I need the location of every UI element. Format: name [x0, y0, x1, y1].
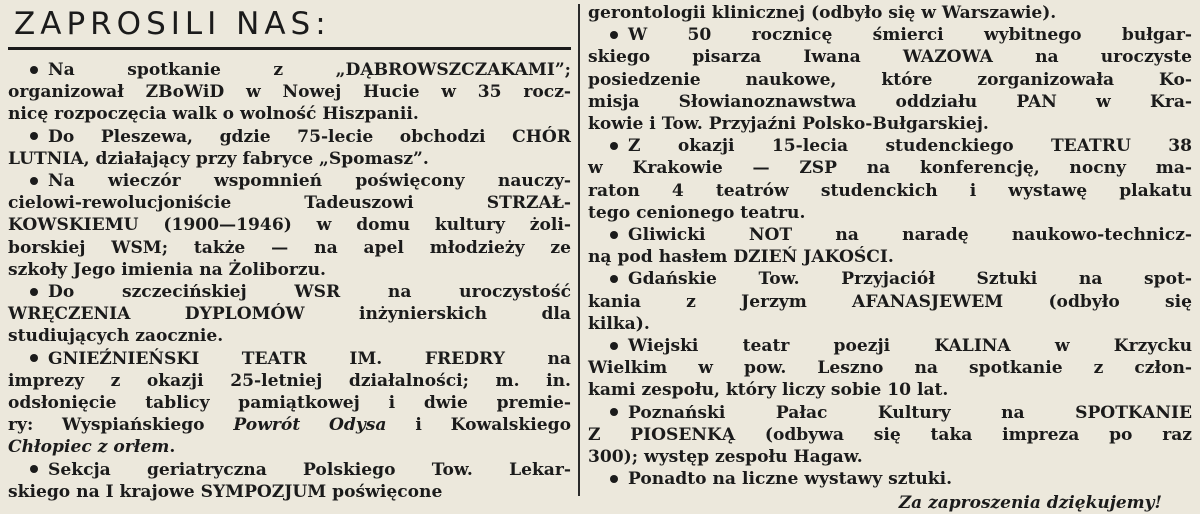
page-title: ZAPROSILI NAS: — [14, 6, 331, 42]
list-item — [8, 126, 571, 170]
text-line: odsłonięcie tablicy pamiątkowej i dwie premie- — [8, 393, 571, 414]
list-item — [588, 335, 1192, 402]
text-line: Poznański Pałac Kultury na SPOTKANIE — [588, 402, 1192, 424]
list-item — [588, 2, 1192, 24]
text-line: LUTNIA, działający przy fabryce „Spomasz”. — [8, 148, 429, 169]
list-item — [588, 135, 1192, 224]
list-item — [8, 170, 571, 281]
text-line: kilka). — [588, 313, 650, 334]
text-line: szkoły Jego imienia na Żoliborzu. — [8, 259, 326, 280]
left-item-list — [8, 59, 571, 503]
left-column — [8, 0, 571, 505]
text-line: Sekcja geriatryczna Polskiego Tow. Lekar- — [8, 459, 571, 481]
right-column — [588, 0, 1192, 514]
bullet-icon — [610, 275, 618, 283]
text-line: Na wieczór wspomnień poświęcony nauczy- — [8, 170, 571, 192]
text-line: cielowi-rewolucjoniście Tadeuszowi STRZAŁ- — [8, 193, 571, 214]
text-line: posiedzenie naukowe, które zorganizowała Ko- — [588, 69, 1192, 90]
list-item — [588, 402, 1192, 469]
list-item — [8, 281, 571, 348]
list-item — [8, 459, 571, 503]
text-line: ry: Wyspiańskiego Powrót Odysa i Kowalskiego — [8, 415, 571, 436]
text-line: kowie i Tow. Przyjaźni Polsko-Bułgarskiej. — [588, 114, 989, 135]
text-line: nicę rozpoczęcia walk o wolność Hiszpanii. — [8, 104, 419, 125]
text-line: skiego na I krajowe SYMPOZJUM poświęcone — [8, 481, 443, 502]
text-line: studiujących zaocznie. — [8, 326, 224, 347]
text-line: misja Słowianoznawstwa oddziału PAN w Kra- — [588, 91, 1192, 112]
bullet-icon — [610, 31, 618, 39]
bullet-icon — [30, 288, 38, 296]
closing-line: Za zaproszenia dziękujemy! — [898, 493, 1162, 514]
text-line: GNIEŹNIEŃSKI TEATR IM. FREDRY na — [8, 348, 571, 370]
list-item — [588, 268, 1192, 335]
text-line: skiego pisarza Iwana WAZOWA na uroczyste — [588, 47, 1192, 68]
bullet-icon — [610, 408, 618, 416]
title-underline — [8, 47, 571, 50]
bullet-icon — [30, 66, 38, 74]
bullet-icon — [610, 142, 618, 150]
text-line: Do Pleszewa, gdzie 75-lecie obchodzi CHÓR — [8, 126, 571, 148]
text-line: Wiejski teatr poezji KALINA w Krzycku — [588, 335, 1192, 357]
italic-title: Powrót Odysa — [233, 415, 387, 436]
text-line: organizował ZBoWiD w Nowej Hucie w 35 rocz- — [8, 82, 571, 103]
italic-title: Chłopiec z orłem — [8, 437, 170, 458]
text-line: Z PIOSENKĄ (odbywa się taka impreza po raz — [588, 424, 1192, 445]
text-line: borskiej WSM; także — na apel młodzieży ze — [8, 237, 571, 258]
list-item — [588, 468, 1192, 490]
bullet-icon — [30, 354, 38, 362]
text-line: kami zespołu, który liczy sobie 10 lat. — [588, 380, 949, 401]
text-line: ną pod hasłem DZIEŃ JAKOŚCI. — [588, 247, 894, 268]
bullet-icon — [610, 475, 618, 483]
text-line: Na spotkanie z „DĄBROWSZCZAKAMI”; — [8, 59, 571, 81]
list-item — [588, 224, 1192, 268]
text-line: 300); występ zespołu Hagaw. — [588, 447, 863, 468]
text-line: w Krakowie — ZSP na konferencję, nocny ma- — [588, 158, 1192, 179]
list-item — [8, 59, 571, 126]
text-line: Gdańskie Tow. Przyjaciół Sztuki na spot- — [588, 268, 1192, 290]
bullet-icon — [610, 342, 618, 350]
right-item-list — [588, 2, 1192, 490]
text-line: WRĘCZENIA DYPLOMÓW inżynierskich dla — [8, 304, 571, 325]
text-line: Chłopiec z orłem. — [8, 437, 176, 458]
text-line: Ponadto na liczne wystawy sztuki. — [588, 468, 1192, 490]
bullet-icon — [610, 231, 618, 239]
text-line: gerontologii klinicznej (odbyło się w Warszawie). — [588, 3, 1057, 23]
text-line: imprezy z okazji 25-letniej działalności; m. in. — [8, 370, 571, 391]
text-line: kania z Jerzym AFANASJEWEM (odbyło się — [588, 291, 1192, 312]
text-line: KOWSKIEMU (1900—1946) w domu kultury żoli- — [8, 215, 571, 236]
text-line: Do szczecińskiej WSR na uroczystość — [8, 281, 571, 303]
bullet-icon — [30, 177, 38, 185]
text-line: Wielkim w pow. Leszno na spotkanie z człon- — [588, 358, 1192, 379]
column-divider — [578, 4, 580, 496]
text-line: tego cenionego teatru. — [588, 202, 806, 223]
text-line: W 50 rocznicę śmierci wybitnego bułgar- — [588, 24, 1192, 46]
text-line: raton 4 teatrów studenckich i wystawę plakatu — [588, 180, 1192, 201]
text-line: Z okazji 15-lecia studenckiego TEATRU 38 — [588, 135, 1192, 157]
bullet-icon — [30, 132, 38, 140]
list-item — [588, 24, 1192, 135]
list-item — [8, 348, 571, 459]
bullet-icon — [30, 465, 38, 473]
text-line: Gliwicki NOT na naradę naukowo-technicz- — [588, 224, 1192, 246]
